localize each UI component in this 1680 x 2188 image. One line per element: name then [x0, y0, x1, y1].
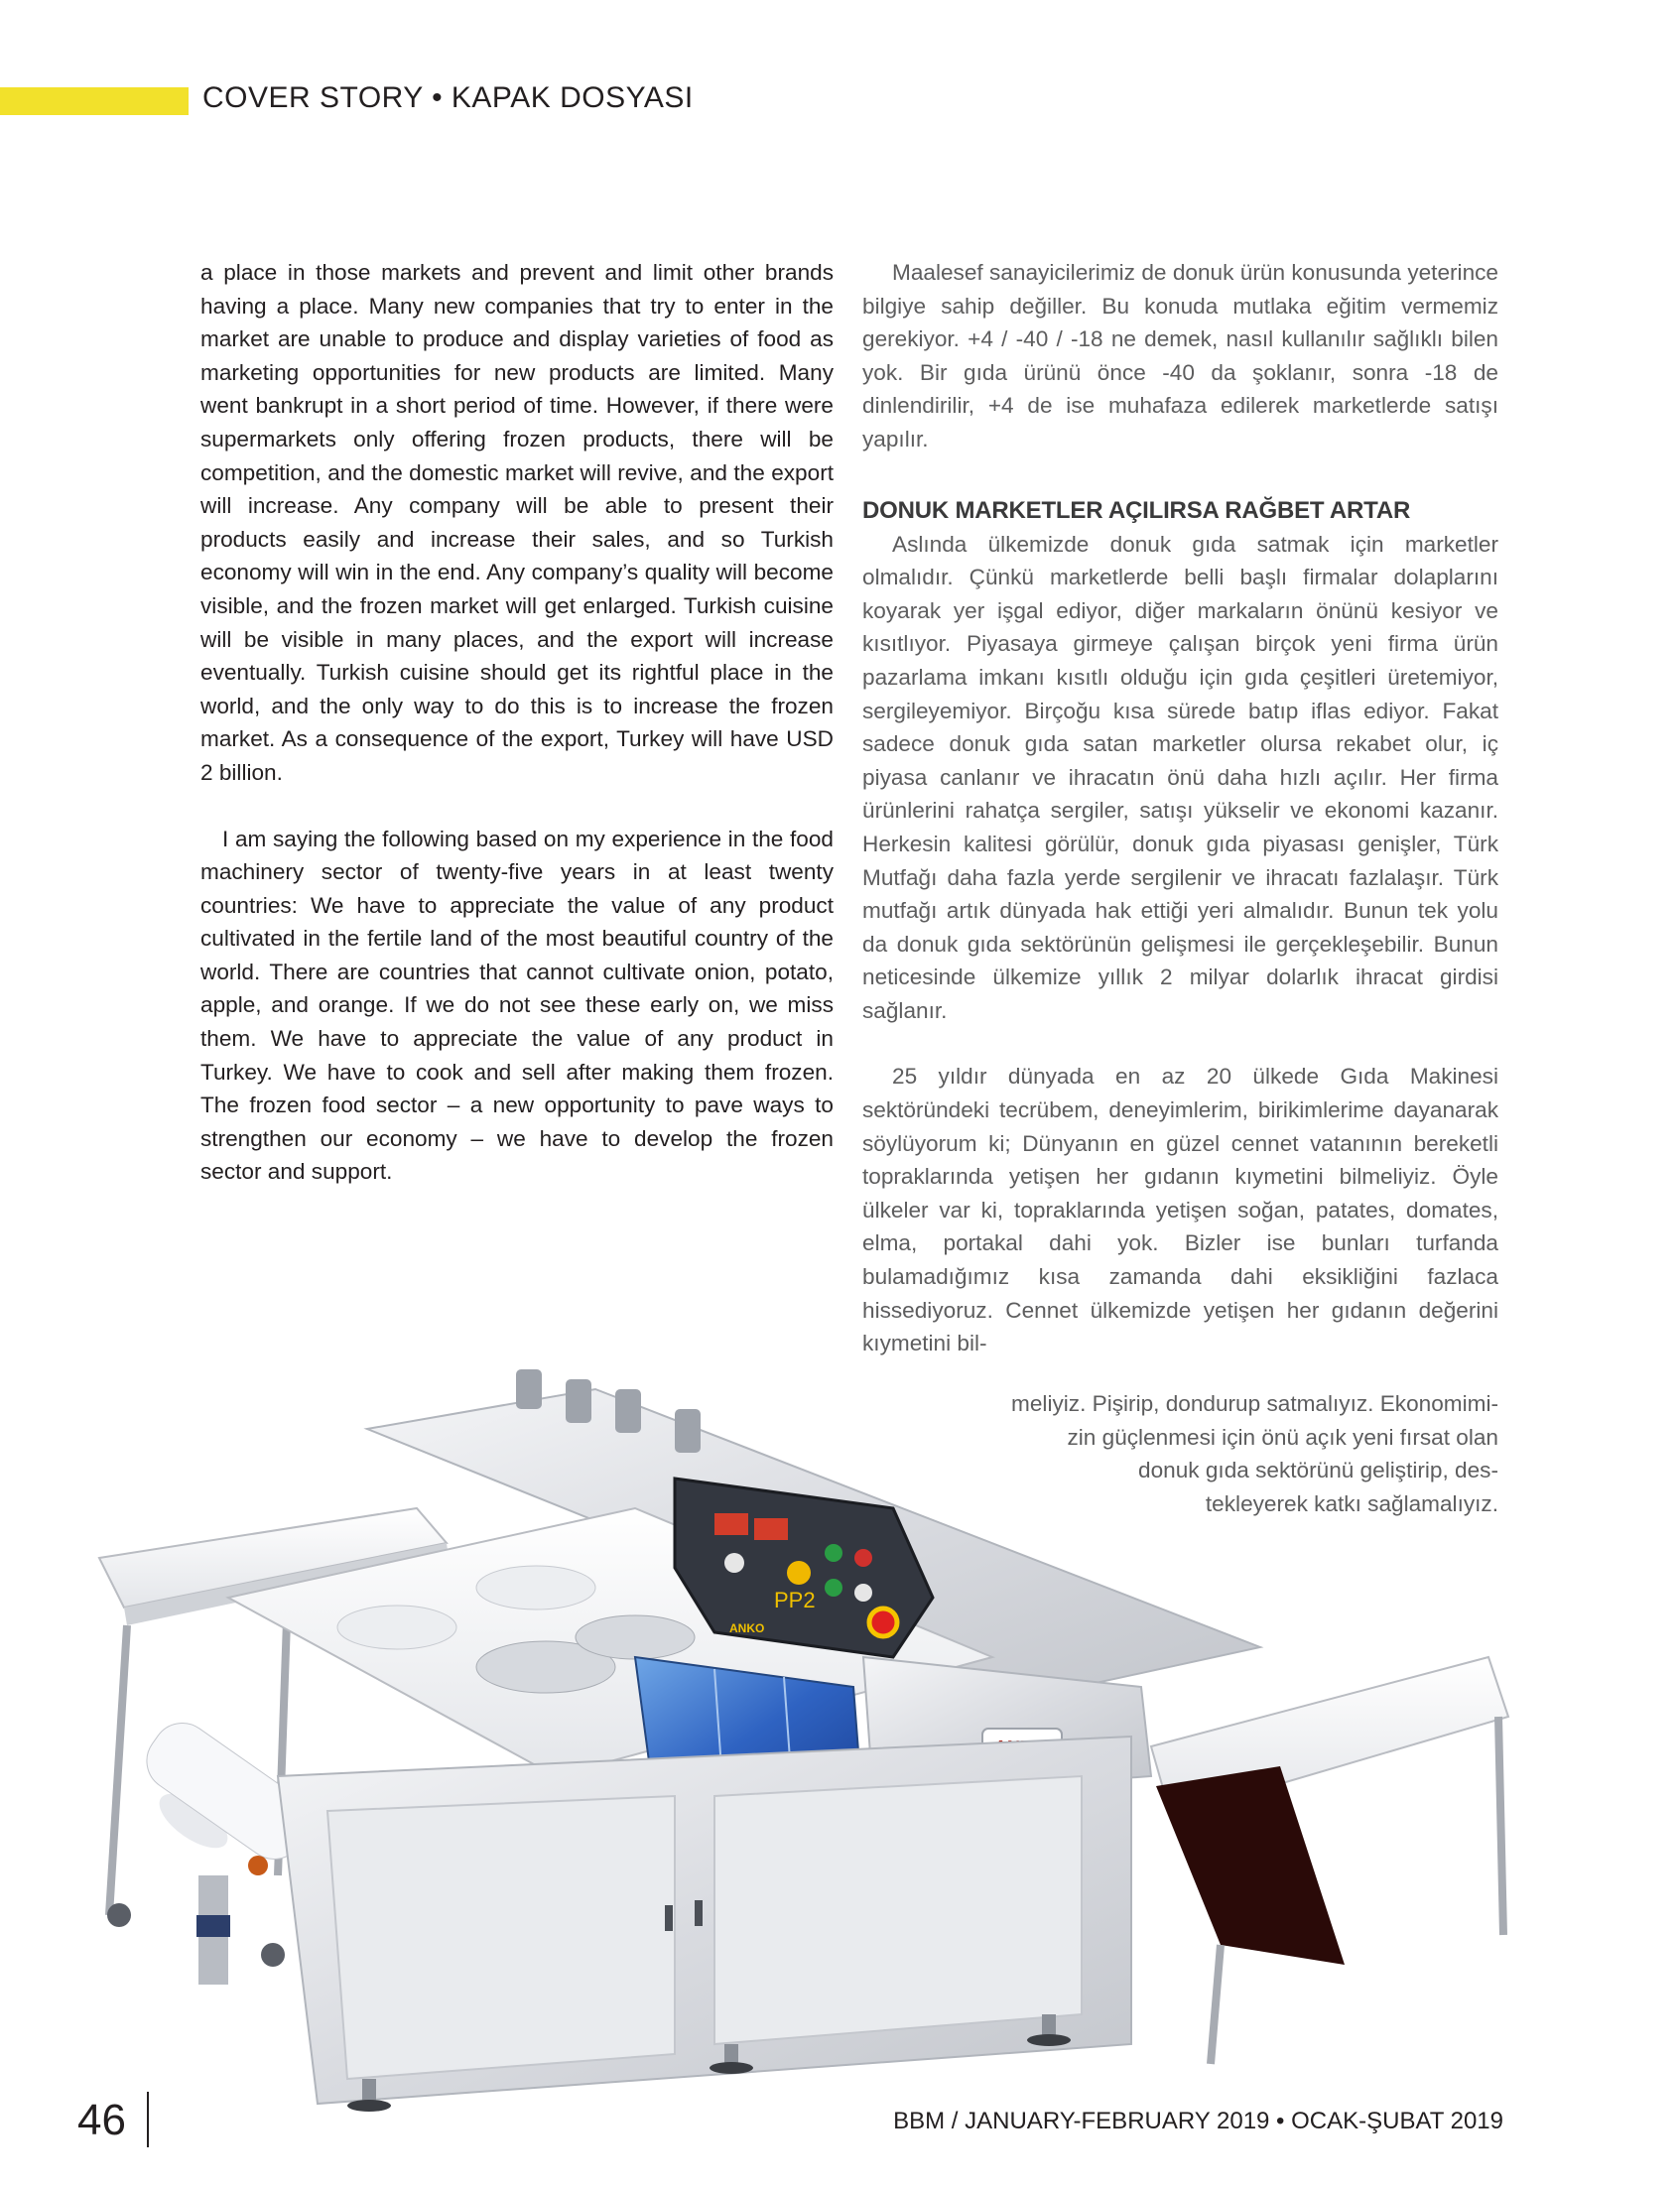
panel-brand-label: ANKO	[729, 1621, 765, 1635]
turkish-paragraph-1: Maalesef sanayicilerimiz de donuk ürün konusunda yeterince bilgiye sahip değiller. Bu konuda mutlaka eğitim vermemiz gerekiyor. +4 / -40 / -18 ne demek, nasıl kullanılır sağlıklı bilen yok. Bir gıda ürünü önce -40 da şoklanır, sonra -18 de dinlendirilir, +4 de ise muhafaza edilerek marketlerde satışı yapılır.	[862, 260, 1498, 451]
turkish-section-heading: DONUK MARKETLER AÇILIRSA RAĞBET ARTAR	[862, 496, 1411, 524]
turkish-column	[862, 256, 1498, 1360]
english-paragraph-2: I am saying the following based on my experience in the food machinery sector of twenty-five years in at least twenty countries: We have to appreciate the value of any product cultivated in the fertile land of the most beautiful country of the world. There are countries that cannot cultivate onion, potato, apple, and orange. If we do not see these early on, we miss them. We have to appreciate the value of any product in Turkey. We have to cook and sell after making them frozen. The frozen food sector – a new opportunity to pave ways to strengthen our economy – we have to develop the frozen sector and support.	[200, 826, 834, 1185]
food-machine-image	[79, 1359, 1588, 2114]
section-title: COVER STORY • KAPAK DOSYASI	[202, 81, 694, 114]
taper-line-4: tekleyerek katkı sağlamalıyız.	[1205, 1490, 1498, 1516]
turkish-paragraph-2: Aslında ülkemizde donuk gıda satmak için marketler olmalıdır. Çünkü marketlerde belli başlı firmalar dolaplarını koyarak yer işgal ediyor, diğer markaların önünü kesiyor ve kısıtlıyor. Piyasaya girmeye çalışan birçok yeni firma ürün pazarlama imkanı kısıtlı olduğu için gıda çeşitleri üretemiyor, sergileyemiyor. Birçoğu kısa sürede batıp iflas ediyor. Fakat sadece donuk gıda satan marketler olursa rekabet olur, iç piyasa canlanır ve ihracatın önü daha hızlı açılır. Her firma ürünlerini rahatça sergiler, satışı yükselir ve ekonomi kazanır. Herkesin kalitesi görülür, donuk gıda piyasası genişler, Türk Mutfağı daha fazla yerde sergilenir ve ihracatı fazlalaşır. Türk mutfağı artık dünyada hak ettiği yeri almalıdır. Bunun tek yolu da donuk gıda sektörünün gelişmesi ile gerçekleşebilir. Bunun neticesinde ülkemize yıllık 2 milyar dolarlık ihracat girdisi sağlanır.	[862, 531, 1498, 1023]
publication-footer: BBM / JANUARY-FEBRUARY 2019 • OCAK-ŞUBAT 2019	[893, 2108, 1503, 2134]
panel-model-label: PP2	[774, 1588, 816, 1612]
english-paragraph-1: a place in those markets and prevent and limit other brands having a place. Many new companies that try to enter in the market are unable to produce and display varieties of food as marketing opportunities for new products are limited. Many went bankrupt in a short period of time. However, if there were supermarkets only offering frozen products, there will be competition, and the domestic market will revive, and the export will increase. Any company will be able to present their products easily and increase their sales, and so Turkish economy will win in the end. Any company’s quality will become visible, and the frozen market will get enlarged. Turkish cuisine will be visible in many places, and the export will increase eventually. Turkish cuisine should get its rightful place in the world, and the only way to do this is to increase the frozen market. As a consequence of the export, Turkey will have USD 2 billion.	[200, 260, 834, 785]
header-accent-bar	[0, 87, 189, 115]
taper-line-1: meliyiz. Pişirip, dondurup satmalıyız. Ekonomimi-	[1011, 1391, 1498, 1416]
taper-line-2: zin güçlenmesi için önü açık yeni fırsat olan	[1067, 1424, 1498, 1450]
page-number: 46	[77, 2096, 126, 2144]
english-column	[200, 256, 834, 1189]
taper-line-3: donuk gıda sektörünü geliştirip, des-	[1138, 1458, 1498, 1483]
turkish-paragraph-3: 25 yıldır dünyada en az 20 ülkede Gıda Makinesi sektöründeki tecrübem, deneyimlerim, birikimlerime dayanarak söylüyorum ki; Dünyanın en güzel cennet vatanının bereketli topraklarında yetişen her gıdanın kıymetini bilmeliyiz. Öyle ülkeler var ki, topraklarında yetişen soğan, patates, domates, elma, portakal dahi yok. Bizler ise bunları turfanda bulamadığımız kısa zamanda dahi eksikliğini fazlaca hissediyoruz. Cennet ülkemizde yetişen her gıdanın değerini kıymetini bil-	[862, 1064, 1498, 1356]
page-number-divider	[147, 2092, 149, 2147]
